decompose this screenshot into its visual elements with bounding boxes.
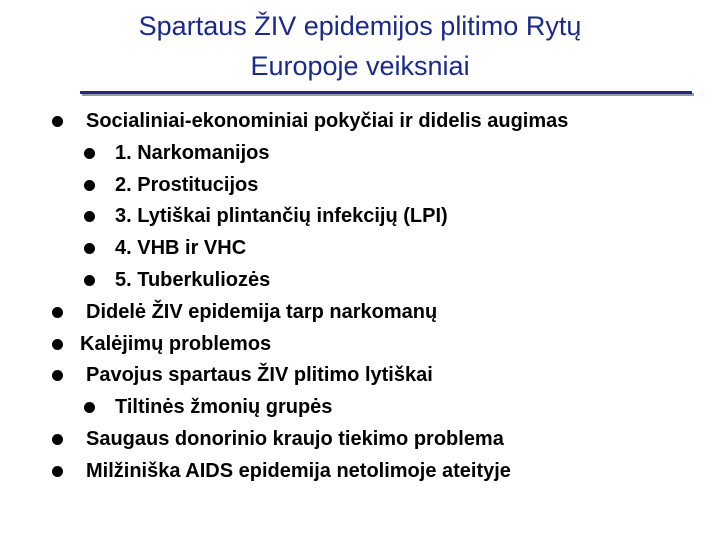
slide-title <box>40 6 680 86</box>
bullet-icon <box>52 370 63 381</box>
sub-bullet-item-hepatitis <box>0 233 720 265</box>
bullet-text: Kalėjimų problemos <box>80 332 272 355</box>
bullet-text: Saugaus donorinio kraujo tiekimo problema <box>86 427 504 450</box>
sub-bullet-text: 1. Narkomanijos <box>115 141 270 164</box>
title-underline <box>80 91 692 94</box>
sub-bullet-text: Tiltinės žmonių grupės <box>115 396 333 419</box>
bullet-item-blood-supply <box>0 424 720 456</box>
bullet-icon <box>84 148 95 159</box>
bullet-icon <box>84 402 95 413</box>
bullet-text: Didelė ŽIV epidemija tarp narkomanų <box>86 300 438 323</box>
sub-bullet-text: 4. VHB ir VHC <box>115 237 247 260</box>
bullet-list <box>0 106 720 488</box>
sub-bullet-item-drug-addiction <box>0 138 720 170</box>
sub-bullet-text: 3. Lytiškai plintančių infekcijų (LPI) <box>115 205 448 228</box>
bullet-icon <box>84 180 95 191</box>
sub-bullet-item-tuberculosis <box>0 265 720 297</box>
bullet-text: Socialiniai-ekonominiai pokyčiai ir didelis augimas <box>86 110 569 132</box>
bullet-icon <box>84 211 95 222</box>
bullet-icon <box>84 275 95 286</box>
sub-bullet-text: 5. Tuberkuliozės <box>115 268 271 291</box>
sub-bullet-item-bridge-groups <box>0 392 720 424</box>
bullet-text: Pavojus spartaus ŽIV plitimo lytiškai <box>86 364 433 387</box>
slide-title-line-1: Spartaus ŽIV epidemijos plitimo Rytų <box>138 11 582 41</box>
sub-bullet-text: 2. Prostitucijos <box>115 173 259 196</box>
bullet-item-aids-epidemic <box>0 456 720 488</box>
bullet-icon <box>84 243 95 254</box>
slide-title-line-2: Europoje veiksniai <box>250 51 470 81</box>
bullet-icon <box>52 307 63 318</box>
sub-bullet-item-sti <box>0 201 720 233</box>
sub-bullet-item-prostitution <box>0 170 720 202</box>
bullet-icon <box>52 339 63 350</box>
bullet-icon <box>52 434 63 445</box>
bullet-icon <box>52 116 63 127</box>
bullet-text: Milžiniška AIDS epidemija netolimoje ateityje <box>86 459 511 482</box>
bullet-item-hiv-among-addicts <box>0 297 720 329</box>
bullet-item-socioeconomic <box>0 106 720 138</box>
bullet-item-sexual-spread-risk <box>0 360 720 392</box>
bullet-icon <box>52 466 63 477</box>
bullet-item-prison-problems <box>0 329 720 361</box>
